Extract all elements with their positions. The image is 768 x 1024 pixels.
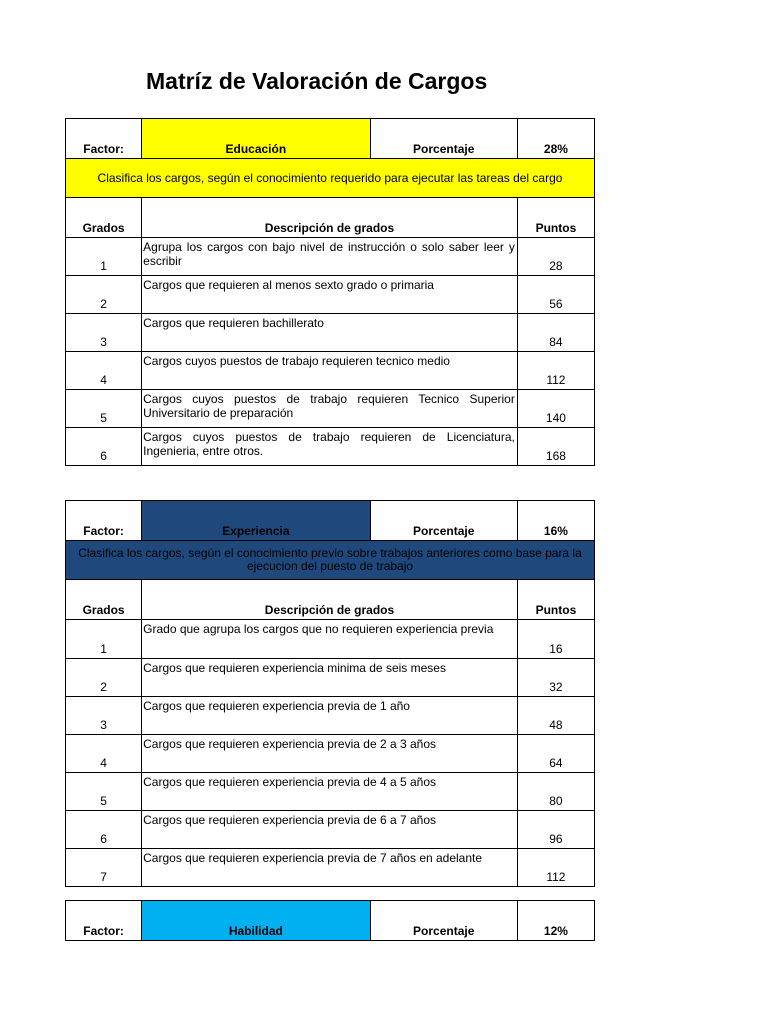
percent-label: Porcentaje [370, 901, 517, 941]
factor-table-habilidad [65, 900, 595, 941]
grade-description: Cargos cuyos puestos de trabajo requieren de Licenciatura, Ingenieria, entre otros. [142, 428, 518, 466]
grade-row [66, 390, 595, 428]
grades-list [66, 620, 595, 887]
grade-number: 4 [66, 352, 142, 390]
grade-number: 7 [66, 849, 142, 887]
percent-value: 28% [517, 119, 594, 159]
grade-points: 140 [517, 390, 594, 428]
descripcion-header: Descripción de grados [142, 580, 518, 620]
grade-description: Cargos que requieren experiencia minima de seis meses [142, 659, 518, 697]
factor-name: Habilidad [142, 901, 370, 941]
percent-label: Porcentaje [370, 501, 517, 541]
grade-number: 1 [66, 238, 142, 276]
grade-row [66, 620, 595, 659]
factor-label: Factor: [66, 119, 142, 159]
grade-number: 1 [66, 620, 142, 659]
puntos-header: Puntos [517, 198, 594, 238]
grados-header: Grados [66, 198, 142, 238]
grade-description: Cargos que requieren bachillerato [142, 314, 518, 352]
grade-row [66, 238, 595, 276]
grade-points: 28 [517, 238, 594, 276]
grade-row [66, 314, 595, 352]
grade-number: 6 [66, 811, 142, 849]
percent-value: 12% [517, 901, 594, 941]
grade-description: Cargos que requieren experiencia previa de 7 años en adelante [142, 849, 518, 887]
factor-description: Clasifica los cargos, según el conocimiento previo sobre trabajos anteriores como base para la ejecucion del puesto de trabajo [66, 541, 595, 580]
grade-description: Agrupa los cargos con bajo nivel de instrucción o solo saber leer y escribir [142, 238, 518, 276]
percent-value: 16% [517, 501, 594, 541]
grade-row [66, 352, 595, 390]
grade-number: 5 [66, 390, 142, 428]
grade-description: Cargos que requieren experiencia previa de 6 a 7 años [142, 811, 518, 849]
grade-points: 96 [517, 811, 594, 849]
grade-number: 3 [66, 314, 142, 352]
grade-points: 112 [517, 849, 594, 887]
factor-name: Educación [142, 119, 370, 159]
grade-description: Grado que agrupa los cargos que no requieren experiencia previa [142, 620, 518, 659]
grados-header: Grados [66, 580, 142, 620]
grade-description: Cargos cuyos puestos de trabajo requieren tecnico medio [142, 352, 518, 390]
grade-points: 48 [517, 697, 594, 735]
factor-table-experiencia [65, 500, 595, 887]
grade-points: 56 [517, 276, 594, 314]
page-title: Matríz de Valoración de Cargos [146, 68, 488, 94]
descripcion-header: Descripción de grados [142, 198, 518, 238]
factor-table-educacion [65, 118, 595, 466]
grade-points: 112 [517, 352, 594, 390]
factor-label: Factor: [66, 501, 142, 541]
grade-points: 32 [517, 659, 594, 697]
grade-points: 80 [517, 773, 594, 811]
grade-row [66, 849, 595, 887]
grade-row [66, 276, 595, 314]
grade-points: 168 [517, 428, 594, 466]
factor-label: Factor: [66, 901, 142, 941]
factor-description: Clasifica los cargos, según el conocimiento requerido para ejecutar las tareas del cargo [66, 159, 595, 198]
grade-row [66, 735, 595, 773]
grade-row [66, 697, 595, 735]
grade-row [66, 428, 595, 466]
factor-name: Experiencia [142, 501, 370, 541]
grade-description: Cargos que requieren experiencia previa de 1 año [142, 697, 518, 735]
grade-row [66, 773, 595, 811]
grade-number: 6 [66, 428, 142, 466]
grade-points: 84 [517, 314, 594, 352]
grade-description: Cargos que requieren experiencia previa de 4 a 5 años [142, 773, 518, 811]
percent-label: Porcentaje [370, 119, 517, 159]
grade-number: 2 [66, 276, 142, 314]
grade-row [66, 811, 595, 849]
grade-number: 4 [66, 735, 142, 773]
grades-list [66, 238, 595, 466]
grade-row [66, 659, 595, 697]
grade-description: Cargos que requieren experiencia previa de 2 a 3 años [142, 735, 518, 773]
grade-description: Cargos cuyos puestos de trabajo requieren Tecnico Superior Universitario de preparación [142, 390, 518, 428]
grade-points: 16 [517, 620, 594, 659]
grade-points: 64 [517, 735, 594, 773]
puntos-header: Puntos [517, 580, 594, 620]
grade-number: 3 [66, 697, 142, 735]
grade-description: Cargos que requieren al menos sexto grado o primaria [142, 276, 518, 314]
grade-number: 5 [66, 773, 142, 811]
grade-number: 2 [66, 659, 142, 697]
